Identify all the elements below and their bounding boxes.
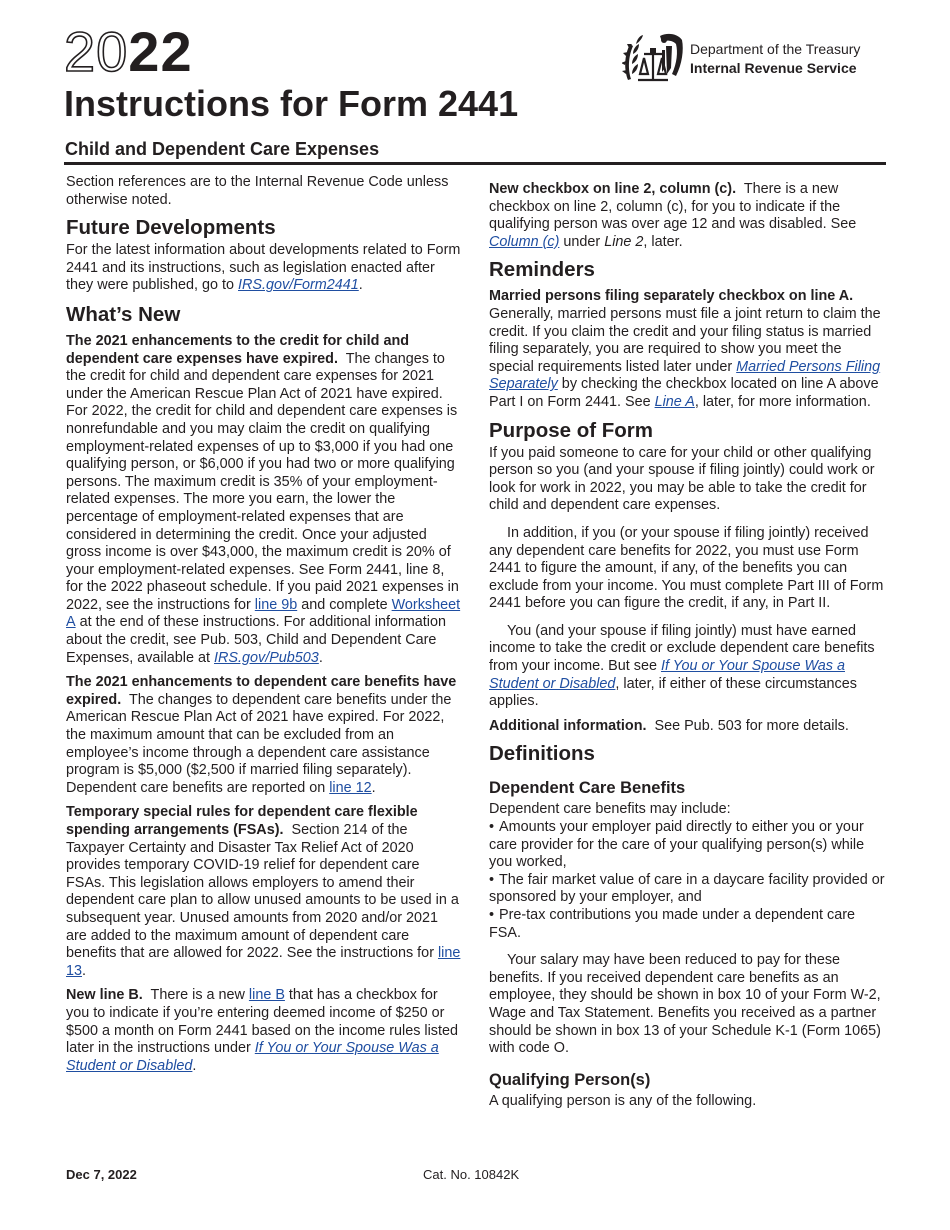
agency-line-treasury: Department of the Treasury [690, 41, 861, 57]
list-item: • The fair market value of care in a daycare facility provided or sponsored by your employer, and [489, 871, 885, 906]
link-married-filing-separately[interactable]: Married Persons Filing Separately [489, 358, 881, 393]
paragraph-lead: Temporary special rules for dependent care flexible spending arrangements (FSAs). [66, 804, 418, 838]
link-student-or-disabled[interactable]: If You or Your Spouse Was a Student or Disabled [489, 658, 845, 692]
future-developments-text: For the latest information about developments related to Form 2441 and its instructions, such as legislation enacted after they were published, go to IRS.gov/Form2441. [66, 242, 461, 294]
irs-eagle-logo-icon [622, 30, 686, 88]
agency-name [690, 40, 860, 78]
married-filing-separately-paragraph: Married persons filing separately checkbox on line A. Generally, married persons must file a joint return to claim the credit. If you claim the credit and your filing status is married filing separately, you are required to show you meet the special requirements listed later under Married Persons Filing Separately by checking the checkbox located on line A above Part I on Form 2441. See Line A, later, for more information. [489, 288, 881, 410]
intro-text: Section references are to the Internal Revenue Code unless otherwise noted. [66, 174, 449, 208]
dependent-care-benefits-intro: Dependent care benefits may include: [489, 801, 731, 818]
whats-new-line-b-paragraph: New line B. There is a new line B that has a checkbox for you to indicate if you’re entering deemed income of $250 or $500 a month on Form 2441 based on the income rules listed later in the instructions under If You or Your Spouse Was a Student or Disabled. [66, 987, 458, 1074]
paragraph-lead: The 2021 enhancements to dependent care benefits have expired. [66, 674, 457, 708]
header-divider [64, 162, 886, 165]
left-column [66, 174, 462, 1082]
link-student-or-disabled[interactable]: If You or Your Spouse Was a Student or Disabled [66, 1040, 439, 1074]
list-item: • Pre-tax contributions you made under a dependent care FSA. [489, 907, 855, 941]
agency-line-irs: Internal Revenue Service [690, 60, 857, 76]
link-irs-form2441[interactable]: IRS.gov/Form2441 [238, 277, 359, 294]
heading-future-developments: Future Developments [66, 216, 276, 240]
catalog-number: Cat. No. 10842K [423, 1167, 520, 1182]
list-item: • Amounts your employer paid directly to either you or your care provider for the care of your qualifying person(s) while you worked, [489, 819, 865, 871]
heading-definitions: Definitions [489, 742, 595, 766]
heading-whats-new: What’s New [66, 302, 181, 326]
link-irs-pub503[interactable]: IRS.gov/Pub503 [214, 649, 319, 666]
tax-year [64, 22, 193, 82]
page-title: Instructions for Form 2441 [64, 83, 519, 124]
paragraph-lead: New line B. [66, 987, 143, 1004]
link-line-12[interactable]: line 12 [329, 779, 372, 796]
link-worksheet-a[interactable]: Worksheet A [66, 596, 461, 631]
paragraph-lead: The 2021 enhancements to the credit for child and dependent care expenses have expired. [66, 332, 410, 367]
paragraph-lead: Married persons filing separately checkbox on line A. [489, 288, 854, 305]
heading-qualifying-persons: Qualifying Person(s) [489, 1070, 651, 1089]
bullet-icon: • [489, 907, 495, 923]
purpose-paragraph-1: If you paid someone to care for your child or other qualifying person so you (and your spouse if filing jointly) could work or look for work in 2022, you may be able to take the credit for child and dependent care expenses. [489, 444, 875, 514]
link-line-b[interactable]: line B [248, 987, 285, 1004]
bullet-icon: • [489, 819, 495, 836]
link-line-9b[interactable]: line 9b [254, 596, 298, 613]
right-column [489, 181, 887, 1117]
link-line-a[interactable]: Line A [654, 393, 695, 410]
new-checkbox-paragraph: New checkbox on line 2, column (c). There is a new checkbox on line 2, column (c), for you to indicate if the qualifying person was over age 12 and was disabled. See Column (c) under Line 2, later. [489, 181, 857, 250]
whats-new-benefits-paragraph: The 2021 enhancements to dependent care benefits have expired. The changes to dependent care benefits under the American Rescue Plan Act of 2021 have expired. For 2022, the maximum amount that can be excluded from an employee’s income through a dependent care assistance program is $5,000 ($2,500 if married filing separately). Dependent care benefits are reported on line 12. [66, 674, 457, 796]
paragraph-lead: New checkbox on line 2, column (c). [489, 181, 737, 197]
qualifying-persons-text: A qualifying person is any of the following. [489, 1092, 757, 1109]
year-outline: 20 [64, 20, 129, 83]
whats-new-credit-paragraph: The 2021 enhancements to the credit for child and dependent care expenses have expired. The changes to the credit for child and dependent care expenses for 2021 under the American Rescue Plan Act of 2021 have expired. For 2022, the credit for child and dependent care expenses is nonrefundable and you may claim the credit on qualifying employment-related expenses of up to $3,000 if you had one qualifying person, or $6,000 if you had two or more qualifying persons. The maximum credit is 35% of your employment-related expenses. The more you earn, the lower the percentage of employment-related expenses that are considered in determining the credit. Once your adjusted gross income is over $43,000, the maximum credit is 20% of your employment-related expenses. See Form 2441, line 8, for the 2022 phaseout schedule. If you paid 2021 expenses in 2022, see the instructions for line 9b and complete Worksheet A at the end of these instructions. For additional information about the credit, see Pub. 503, Child and Dependent Care Expenses, available at IRS.gov/Pub503. [66, 332, 461, 666]
heading-purpose-of-form: Purpose of Form [489, 418, 654, 442]
paragraph-lead: Additional information. [489, 717, 647, 734]
heading-dependent-care-benefits: Dependent Care Benefits [489, 779, 686, 798]
link-line-13[interactable]: line 13 [66, 945, 461, 979]
dependent-care-benefits-paragraph-2: Your salary may have been reduced to pay for these benefits. If you received dependent care benefits as an employee, they should be shown in box 10 of your Form W-2, Wage and Tax Statement. Benefits you received as a partner should be shown in box 13 of your Schedule K-1 (Form 1065) with code O. [489, 952, 881, 1057]
page-subtitle: Child and Dependent Care Expenses [65, 139, 380, 159]
year-bold: 22 [128, 20, 193, 83]
bullet-icon: • [489, 871, 495, 888]
purpose-paragraph-2: In addition, if you (or your spouse if filing jointly) received any dependent care benefits for 2022, you must use Form 2441 to figure the amount, if any, of the benefits you can exclude from your income. You must complete Part III of Form 2441 before you can figure the credit, if any, in Part II. [489, 524, 884, 612]
purpose-paragraph-3: You (and your spouse if filing jointly) must have earned income to take the credit or exclude dependent care benefits from your income. But see If You or Your Spouse Was a Student or Disabled, later, if either of these circumstances applies. [489, 622, 875, 710]
agency-block [622, 30, 860, 88]
additional-information-paragraph: Additional information. See Pub. 503 for more details. [489, 717, 849, 734]
link-column-c[interactable]: Column (c) [489, 233, 560, 250]
revision-date: Dec 7, 2022 [66, 1167, 137, 1182]
heading-reminders: Reminders [489, 258, 595, 282]
whats-new-fsa-paragraph: Temporary special rules for dependent care flexible spending arrangements (FSAs). Section 214 of the Taxpayer Certainty and Disaster Tax Relief Act of 2020 provides temporary COVID-19 relief for dependent care FSAs. This legislation allows employers to amend their dependent care plan to allow unused amounts to be used in a subsequent year. Unused amounts from 2020 and/or 2021 are added to the maximum amount of dependent care benefits that are allowed for 2022. See the instructions for line 13. [66, 804, 461, 979]
